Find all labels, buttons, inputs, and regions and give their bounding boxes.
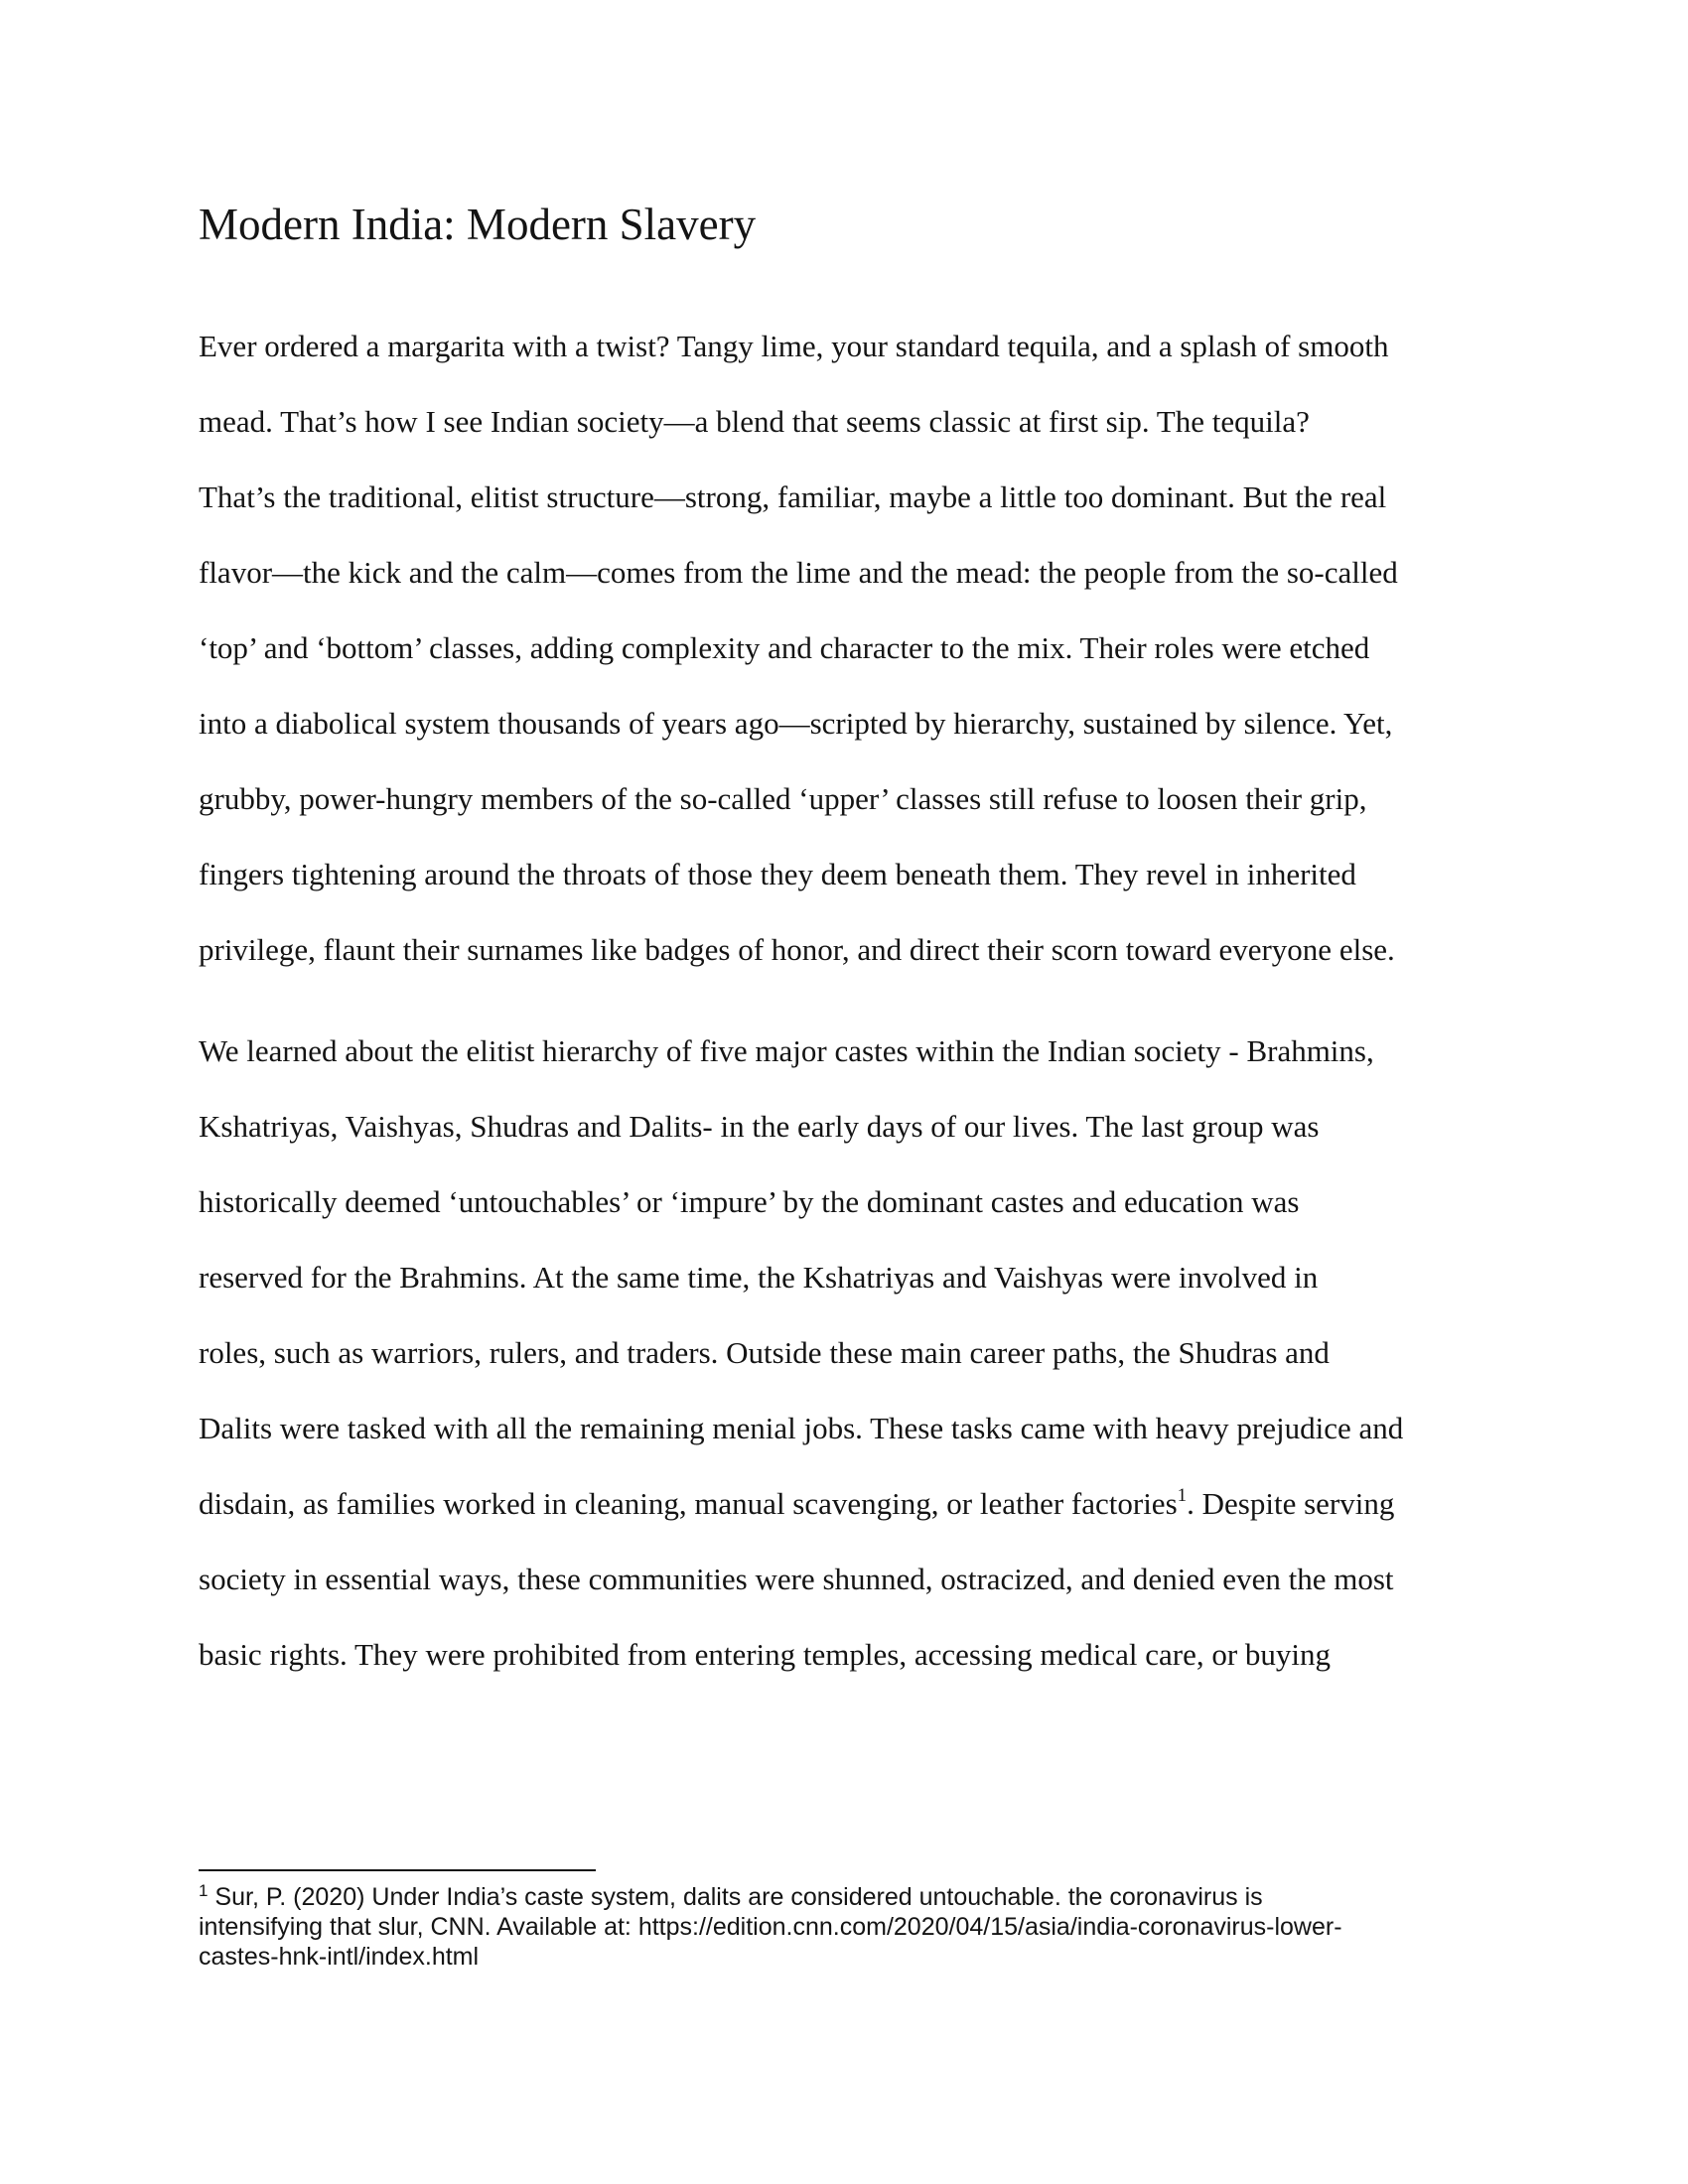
text-line: historically deemed ‘untouchables’ or ‘impure’ by the dominant castes and education was bbox=[199, 1184, 1300, 1219]
page-title: Modern India: Modern Slavery bbox=[199, 200, 757, 249]
text-line: reserved for the Brahmins. At the same time, the Kshatriyas and Vaishyas were involved in bbox=[199, 1260, 1319, 1295]
footnote-marker: 1 bbox=[199, 1881, 209, 1900]
footnote-reference[interactable]: 1 bbox=[1177, 1485, 1188, 1506]
text-line: roles, such as warriors, rulers, and traders. Outside these main career paths, the Shudras and bbox=[199, 1335, 1330, 1370]
text-line-with-footnote-ref bbox=[199, 1485, 1394, 1523]
text-line: flavor—the kick and the calm—comes from the lime and the mead: the people from the so-called bbox=[199, 555, 1398, 590]
text-line: grubby, power-hungry members of the so-called ‘upper’ classes still refuse to loosen their grip, bbox=[199, 781, 1367, 816]
text-line: That’s the traditional, elitist structure—strong, familiar, maybe a little too dominant. But the real bbox=[199, 479, 1387, 514]
text-line: mead. That’s how I see Indian society—a blend that seems classic at first sip. The tequila? bbox=[199, 404, 1310, 439]
text-line: Dalits were tasked with all the remaining menial jobs. These tasks came with heavy prejudice and bbox=[199, 1411, 1404, 1445]
text-line: Kshatriyas, Vaishyas, Shudras and Dalits- in the early days of our lives. The last group was bbox=[199, 1109, 1320, 1144]
text-line: into a diabolical system thousands of years ago—scripted by hierarchy, sustained by silence. Yet, bbox=[199, 706, 1393, 741]
footnote-divider bbox=[199, 1869, 596, 1871]
text-line: basic rights. They were prohibited from entering temples, accessing medical care, or buying bbox=[199, 1637, 1332, 1672]
text-segment: . Despite serving bbox=[1187, 1486, 1395, 1521]
text-line: society in essential ways, these communities were shunned, ostracized, and denied even the most bbox=[199, 1562, 1394, 1596]
text-line: We learned about the elitist hierarchy of five major castes within the Indian society - Brahmins, bbox=[199, 1033, 1374, 1068]
footnote-line bbox=[199, 1882, 1263, 1912]
footnote-line: intensifying that slur, CNN. Available at: https://edition.cnn.com/2020/04/15/asia/india-coronavirus-lower- bbox=[199, 1913, 1342, 1941]
text-line: privilege, flaunt their surnames like badges of honor, and direct their scorn toward everyone else. bbox=[199, 932, 1395, 967]
text-segment: disdain, as families worked in cleaning, manual scavenging, or leather factories bbox=[199, 1486, 1178, 1521]
text-line: fingers tightening around the throats of those they deem beneath them. They revel in inherited bbox=[199, 857, 1356, 891]
text-line: ‘top’ and ‘bottom’ classes, adding complexity and character to the mix. Their roles were etched bbox=[199, 630, 1370, 665]
footnote-line: castes-hnk-intl/index.html bbox=[199, 1943, 480, 1971]
text-line: Ever ordered a margarita with a twist? Tangy lime, your standard tequila, and a splash of smooth bbox=[199, 329, 1389, 363]
footnote-text: Sur, P. (2020) Under India’s caste system, dalits are considered untouchable. the coronavirus is bbox=[208, 1883, 1263, 1911]
